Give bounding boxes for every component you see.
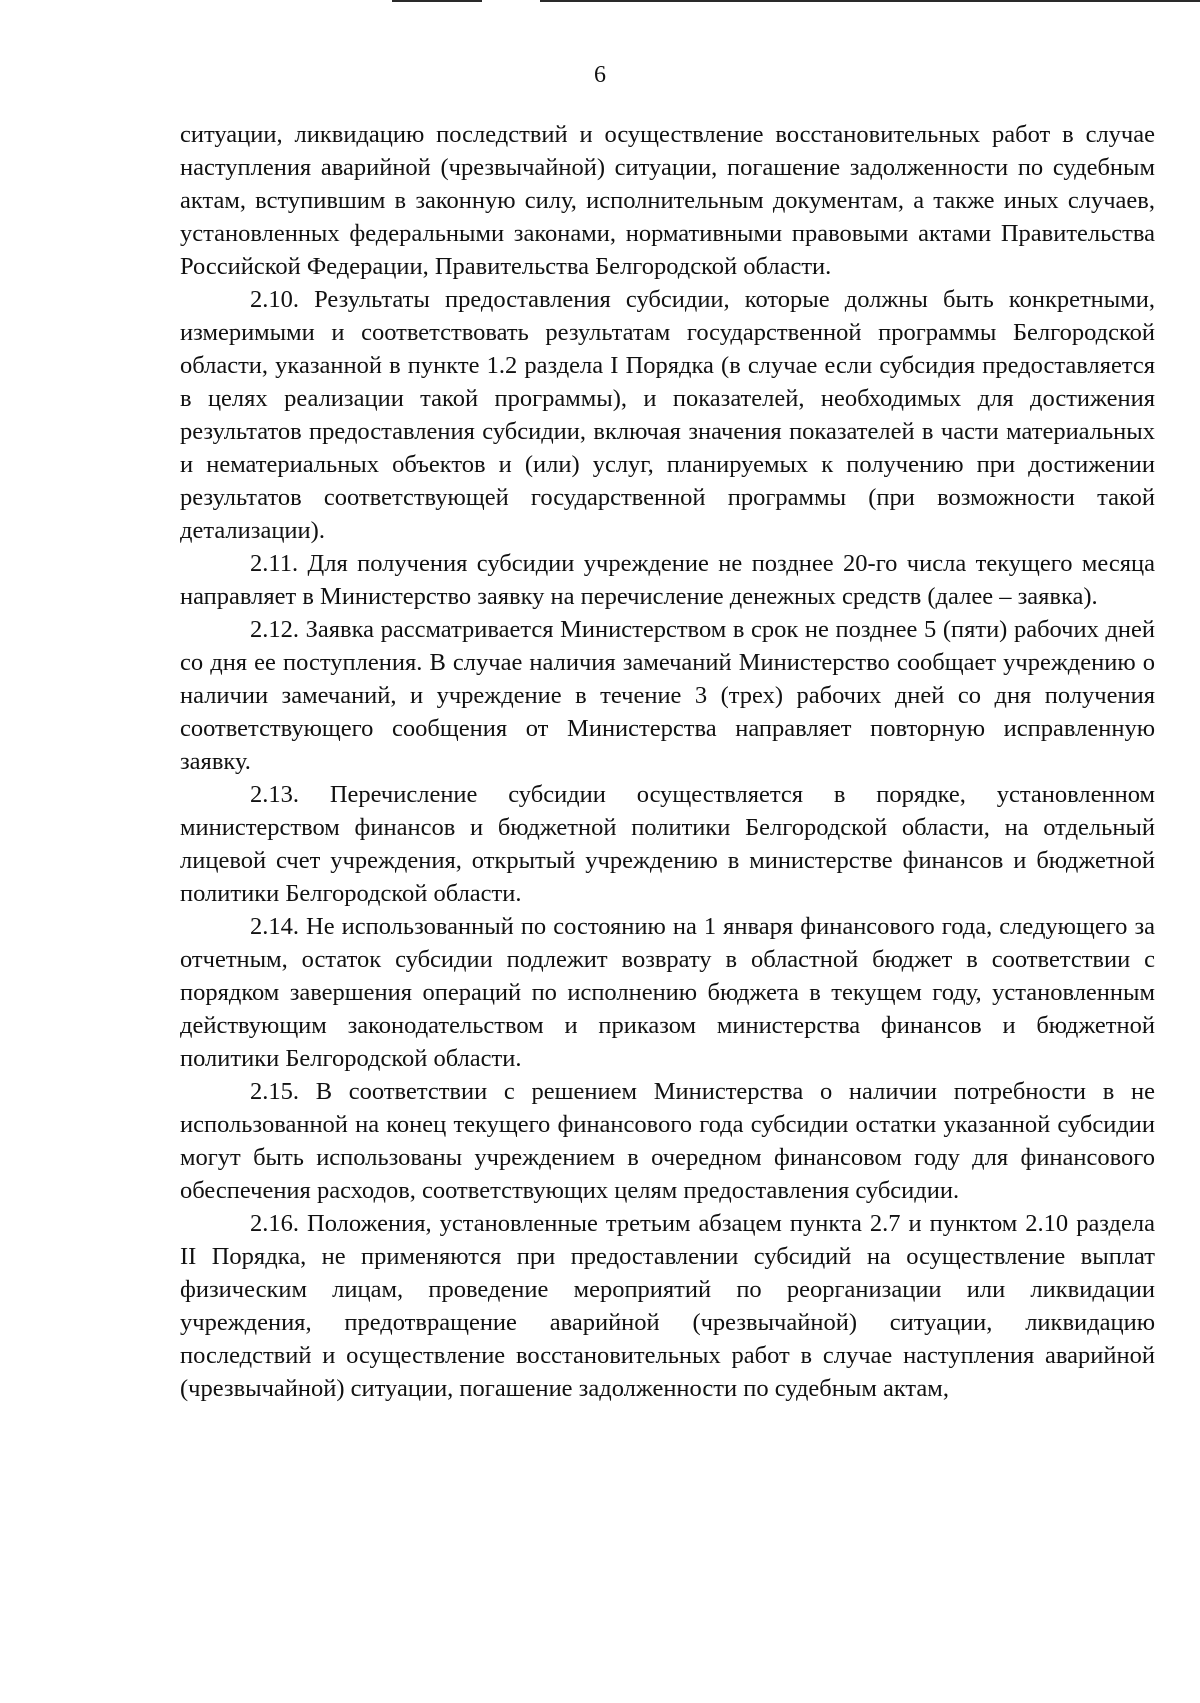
document-body: [180, 118, 1155, 1405]
scan-edge-line: [540, 0, 1200, 2]
paragraph-2-14: 2.14. Не использованный по состоянию на 1 января финансового года, следующего за отчетным, остаток субсидии подлежит возврату в областной бюджет в соответствии с порядком завершения операций по исполнению бюджета в текущем году, установленным действующим законодательством и приказом министерства финансов и бюджетной политики Белгородской области.: [180, 913, 1155, 1072]
paragraph-2-11: 2.11. Для получения субсидии учреждение не позднее 20-го числа текущего месяца направляет в Министерство заявку на перечисление денежных средств (далее – заявка).: [180, 550, 1155, 610]
paragraph-2-13: 2.13. Перечисление субсидии осуществляется в порядке, установленном министерством финансов и бюджетной политики Белгородской области, на отдельный лицевой счет учреждения, открытый учреждению в министерстве финансов и бюджетной политики Белгородской области.: [180, 781, 1155, 907]
scan-edge-line: [392, 0, 482, 2]
paragraph-2-12: 2.12. Заявка рассматривается Министерством в срок не позднее 5 (пяти) рабочих дней со дня ее поступления. В случае наличия замечаний Министерство сообщает учреждению о наличии замечаний, и учреждение в течение 3 (трех) рабочих дней со дня получения соответствующего сообщения от Министерства направляет повторную исправленную заявку.: [180, 616, 1155, 775]
paragraph-2-10: 2.10. Результаты предоставления субсидии, которые должны быть конкретными, измеримыми и соответствовать результатам государственной программы Белгородской области, указанной в пункте 1.2 раздела I Порядка (в случае если субсидия предоставляется в целях реализации такой программы), и показателей, необходимых для достижения результатов предоставления субсидии, включая значения показателей в части материальных и нематериальных объектов и (или) услуг, планируемых к получению при достижении результатов соответствующей государственной программы (при возможности такой детализации).: [180, 286, 1155, 544]
paragraph-2-16: 2.16. Положения, установленные третьим абзацем пункта 2.7 и пунктом 2.10 раздела II Порядка, не применяются при предоставлении субсидий на осуществление выплат физическим лицам, проведение мероприятий по реорганизации или ликвидации учреждения, предотвращение аварийной (чрезвычайной) ситуации, ликвидацию последствий и осуществление восстановительных работ в случае наступления аварийной (чрезвычайной) ситуации, погашение задолженности по судебным актам,: [180, 1210, 1155, 1402]
paragraph-2-15: 2.15. В соответствии с решением Министерства о наличии потребности в не использованной на конец текущего финансового года субсидии остатки указанной субсидии могут быть использованы учреждением в очередном финансовом году для финансового обеспечения расходов, соответствующих целям предоставления субсидии.: [180, 1078, 1155, 1204]
page-number: 6: [594, 62, 606, 88]
paragraph-continuation: ситуации, ликвидацию последствий и осуществление восстановительных работ в случае наступления аварийной (чрезвычайной) ситуации, погашение задолженности по судебным актам, вступившим в законную силу, исполнительным документам, а также иных случаев, установленных федеральными законами, нормативными правовыми актами Правительства Российской Федерации, Правительства Белгородской области.: [180, 121, 1155, 280]
